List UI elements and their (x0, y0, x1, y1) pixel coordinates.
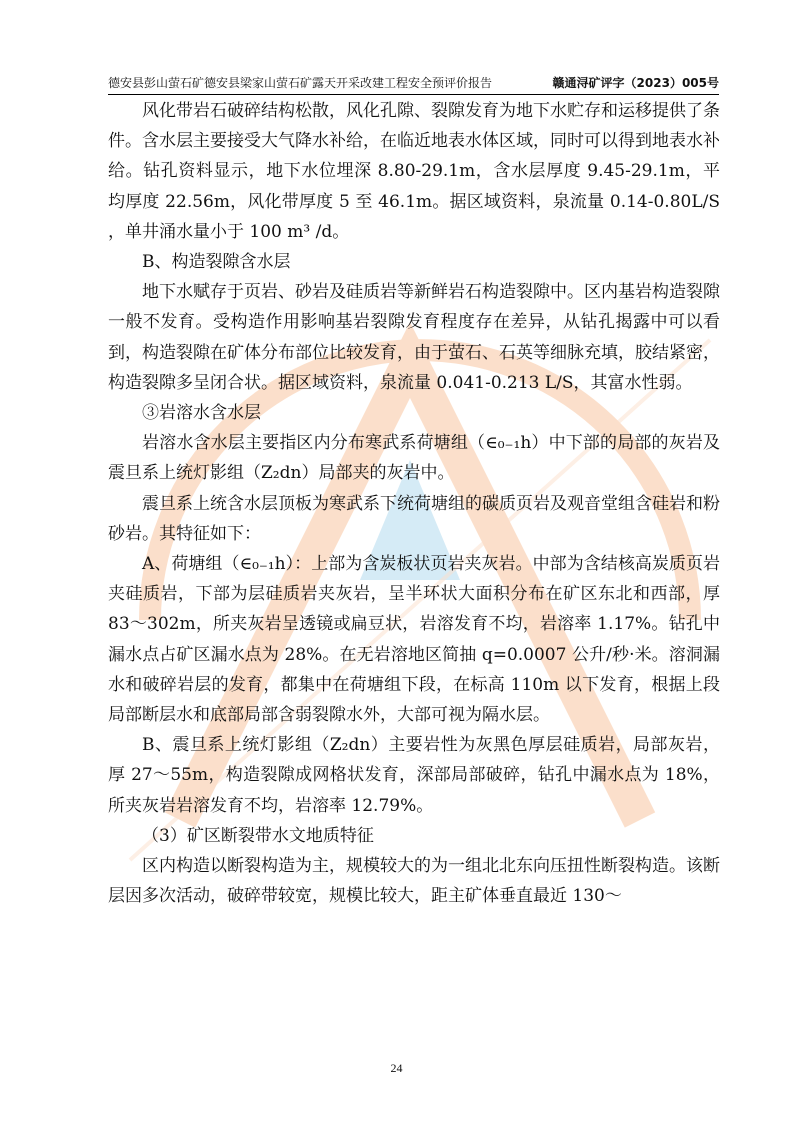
section-heading: （3）矿区断裂带水文地质特征 (142, 825, 374, 846)
paragraph: B、震旦系上统灯影组（Z₂dn）主要岩性为灰黑色厚层硅质岩，局部灰岩，厚 27～55m，构造裂隙成网格状发育，深部局部破碎，钻孔中漏水点为 18%，所夹灰岩岩溶发育不均，岩溶率 12.79%。 (108, 735, 720, 816)
paragraph: 风化带岩石破碎结构松散，风化孔隙、裂隙发育为地下水贮存和运移提供了条件。含水层主要接受大气降水补给，在临近地表水体区域，同时可以得到地表水补给。钻孔资料显示，地下水位埋深 8.80-29.1m，含水层厚度 9.45-29.1m，平均厚度 22.56m，风化带厚度 5 至 46.1m。据区域资料，泉流量 0.14-0.80L/S ，单井涌水量小于 100 m³ /d。 (108, 101, 720, 242)
document-body (108, 96, 720, 911)
subheading: ③岩溶水含水层 (142, 403, 261, 424)
page-header (108, 74, 719, 95)
paragraph: 地下水赋存于页岩、砂岩及硅质岩等新鲜岩石构造裂隙中。区内基岩构造裂隙一般不发育。受构造作用影响基岩裂隙发育程度存在差异，从钻孔揭露中可以看到，构造裂隙在矿体分布部位比较发育，由于萤石、石英等细脉充填，胶结紧密，构造裂隙多呈闭合状。据区域资料，泉流量 0.041-0.213 L/S，其富水性弱。 (108, 282, 720, 393)
subheading: B、构造裂隙含水层 (142, 252, 291, 273)
paragraph: 区内构造以断裂构造为主，规模较大的为一组北北东向压扭性断裂构造。该断层因多次活动，破碎带较宽，规模比较大，距主矿体垂直最近 130～ (108, 856, 720, 907)
paragraph: 岩溶水含水层主要指区内分布寒武系荷塘组（∈₀₋₁h）中下部的局部的灰岩及震旦系上统灯影组（Z₂dn）局部夹的灰岩中。 (108, 433, 720, 484)
paragraph: 震旦系上统含水层顶板为寒武系下统荷塘组的碳质页岩及观音堂组含硅岩和粉砂岩。其特征如下： (108, 493, 720, 544)
page-number: 24 (390, 1061, 403, 1075)
paragraph: A、荷塘组（∈₀₋₁h）：上部为含炭板状页岩夹灰岩。中部为含结核高炭质页岩夹硅质岩，下部为层硅质岩夹灰岩，呈半环状大面积分布在矿区东北和西部，厚 83～302m，所夹灰岩呈透镜或扁豆状，岩溶发育不均，岩溶率 1.17%。钻孔中漏水点占矿区漏水点为 28%。在无岩溶地区简抽 q=0.0007 公升/秒·米。溶洞漏水和破碎岩层的发育，都集中在荷塘组下段，在标高 110m 以下发育，根据上段局部断层水和底部局部含弱裂隙水外，大部可视为隔水层。 (108, 554, 720, 726)
header-report-number: 赣通浔矿评字（2023）005号 (552, 76, 719, 90)
header-report-title: 德安县彭山萤石矿德安县梁家山萤石矿露天开采改建工程安全预评价报告 (108, 76, 493, 90)
